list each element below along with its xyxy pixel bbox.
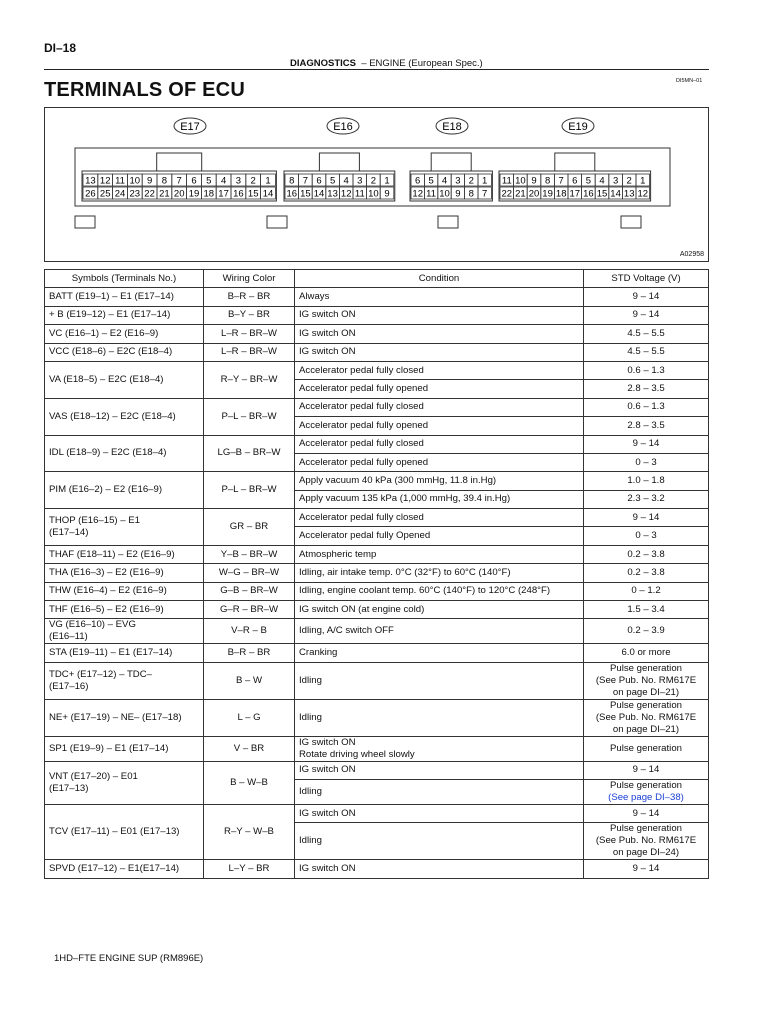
condition-cell: Idling <box>295 662 584 699</box>
terminal-symbol: VCC (E18–6) – E2C (E18–4) <box>45 343 204 361</box>
table-row <box>45 736 709 761</box>
terminal-symbol: THAF (E18–11) – E2 (E16–9) <box>45 545 204 563</box>
std-voltage-cell <box>584 417 709 435</box>
wiring-color: L–R – BR–W <box>204 325 295 343</box>
pin-number: 14 <box>262 188 274 200</box>
condition-cell: Apply vacuum 135 kPa (1,000 mmHg, 39.4 in.Hg) <box>295 490 584 508</box>
wiring-color: LG–B – BR–W <box>204 435 295 472</box>
pin-number: 12 <box>340 188 352 200</box>
condition-cell: IG switch ON (at engine cold) <box>295 601 584 619</box>
condition-cell: IG switch ON <box>295 860 584 878</box>
wiring-color: GR – BR <box>204 509 295 546</box>
std-voltage-cell <box>584 380 709 398</box>
condition-cell: IG switch ON <box>295 325 584 343</box>
pin-number: 3 <box>357 175 363 187</box>
condition-cell: Idling <box>295 780 584 805</box>
wiring-color: B – W–B <box>204 761 295 804</box>
std-voltage-value: Pulse generation (See Pub. No. RM617E on page DI–21) <box>595 699 697 735</box>
condition-cell: Idling, A/C switch OFF <box>295 619 584 644</box>
std-voltage-cell <box>584 860 709 878</box>
table-row <box>45 619 709 644</box>
pin-number: 4 <box>441 175 448 187</box>
std-voltage-cell <box>584 644 709 662</box>
condition-cell: Idling <box>295 823 584 860</box>
wiring-color: B–R – BR <box>204 288 295 306</box>
std-voltage-cell <box>584 761 709 779</box>
pin-number: 15 <box>247 188 259 200</box>
pin-number: 7 <box>302 175 309 187</box>
header-symbols: Symbols (Terminals No.) <box>45 270 204 288</box>
pin-number: 3 <box>612 175 619 187</box>
std-voltage-cell <box>584 472 709 490</box>
condition-cell: Accelerator pedal fully opened <box>295 380 584 398</box>
wiring-color: B–R – BR <box>204 644 295 662</box>
pin-number: 7 <box>558 175 564 187</box>
std-voltage-cell <box>584 490 709 508</box>
pin-number: 2 <box>468 175 474 187</box>
connector-drawing <box>45 108 710 263</box>
std-voltage-cell <box>584 619 709 644</box>
pin-number: 10 <box>515 175 526 187</box>
page-title: TERMINALS OF ECU <box>44 79 245 101</box>
header-std-voltage: STD Voltage (V) <box>584 270 709 288</box>
std-voltage-value: 9 – 14 <box>632 309 660 321</box>
std-voltage-value: 9 – 14 <box>632 511 660 523</box>
doc-code: DI5MN–01 <box>676 78 703 84</box>
wiring-color: Y–B – BR–W <box>204 545 295 563</box>
pin-number: 1 <box>384 175 390 187</box>
std-voltage-value: Pulse generation (See Pub. No. RM617E on page DI–24) <box>595 823 697 859</box>
wiring-color: W–G – BR–W <box>204 564 295 582</box>
pin-number: 6 <box>191 175 197 187</box>
std-voltage-value: 0.6 – 1.3 <box>627 401 665 413</box>
std-voltage-cell <box>584 736 709 761</box>
pin-number: 20 <box>173 188 185 200</box>
pin-number: 13 <box>327 188 338 200</box>
std-voltage-value: 9 – 14 <box>632 438 660 450</box>
std-voltage-value: 0 – 3 <box>635 530 657 542</box>
pin-number: 20 <box>528 188 540 200</box>
terminal-symbol: THA (E16–3) – E2 (E16–9) <box>45 564 204 582</box>
pin-number: 5 <box>585 175 592 187</box>
pin-number: 22 <box>501 188 513 200</box>
wiring-color: G–B – BR–W <box>204 582 295 600</box>
table-row <box>45 582 709 600</box>
pin-number: 21 <box>159 188 170 200</box>
condition-cell: Accelerator pedal fully opened <box>295 417 584 435</box>
pin-number: 8 <box>544 175 551 187</box>
connector-bottom-tab <box>621 216 641 228</box>
condition-cell: Idling, engine coolant temp. 60°C (140°F) to 120°C (248°F) <box>295 582 584 600</box>
pin-number: 4 <box>343 175 349 187</box>
table-row <box>45 644 709 662</box>
pin-number: 7 <box>482 188 488 200</box>
table-row <box>45 699 709 736</box>
diagram-code: A02958 <box>679 251 704 258</box>
pin-number: 16 <box>286 188 298 200</box>
pin-number: 15 <box>596 188 608 200</box>
pin-number: 17 <box>569 188 581 200</box>
table-row <box>45 343 709 361</box>
pin-number: 15 <box>300 188 311 200</box>
wiring-color: B – W <box>204 662 295 699</box>
pin-number: 10 <box>129 175 141 187</box>
std-voltage-value: 0.6 – 1.3 <box>627 364 665 376</box>
table-row <box>45 662 709 699</box>
terminal-symbol: SP1 (E19–9) – E1 (E17–14) <box>45 736 204 761</box>
connector-name: E16 <box>333 121 353 133</box>
condition-cell: IG switch ON <box>295 761 584 779</box>
std-voltage-value: 2.8 – 3.5 <box>627 383 665 395</box>
std-voltage-cell <box>584 699 709 736</box>
section-name: DIAGNOSTICS <box>290 58 356 69</box>
pin-number: 17 <box>218 188 229 200</box>
table-row <box>45 398 709 416</box>
std-voltage-value: 9 – 14 <box>632 807 660 819</box>
std-voltage-cell <box>584 582 709 600</box>
std-voltage-cell <box>584 398 709 416</box>
table-header-row <box>45 270 709 288</box>
pin-number: 6 <box>572 175 578 187</box>
std-voltage-value: Pulse generation <box>609 742 682 754</box>
pin-number: 16 <box>233 188 244 200</box>
terminals-table <box>44 269 709 879</box>
condition-cell: Accelerator pedal fully Opened <box>295 527 584 545</box>
pin-number: 5 <box>329 175 336 187</box>
pin-number: 18 <box>555 188 567 200</box>
wiring-color: V–R – B <box>204 619 295 644</box>
condition-cell: Idling, air intake temp. 0°C (32°F) to 60°C (140°F) <box>295 564 584 582</box>
std-voltage-value: 0.2 – 3.8 <box>627 566 665 578</box>
table-row <box>45 325 709 343</box>
pin-number: 11 <box>115 175 125 187</box>
condition-cell: Accelerator pedal fully closed <box>295 398 584 416</box>
std-voltage-value: Pulse generation <box>609 780 682 792</box>
terminal-symbol: VAS (E18–12) – E2C (E18–4) <box>45 398 204 435</box>
pin-number: 3 <box>235 175 242 187</box>
pin-number: 24 <box>114 188 126 200</box>
wiring-color: L–R – BR–W <box>204 343 295 361</box>
terminal-symbol: TDC+ (E17–12) – TDC– (E17–16) <box>45 662 204 699</box>
std-voltage-value: 9 – 14 <box>632 764 660 776</box>
wiring-color: V – BR <box>204 736 295 761</box>
pin-number: 9 <box>531 175 537 187</box>
connector-bottom-tab <box>75 216 95 228</box>
header-wiring: Wiring Color <box>204 270 295 288</box>
pin-number: 22 <box>144 188 155 200</box>
std-voltage-value: 0 – 3 <box>635 456 657 468</box>
std-voltage-value: 6.0 or more <box>621 647 671 659</box>
condition-cell: Accelerator pedal fully closed <box>295 509 584 527</box>
wiring-color: R–Y – BR–W <box>204 361 295 398</box>
terminal-symbol: VNT (E17–20) – E01 (E17–13) <box>45 761 204 804</box>
pin-number: 1 <box>482 175 488 187</box>
pin-number: 25 <box>99 188 111 200</box>
pin-number: 3 <box>455 175 461 187</box>
connector-top-tab <box>431 153 471 171</box>
table-row <box>45 761 709 779</box>
std-voltage-cell <box>584 453 709 471</box>
pin-number: 12 <box>637 188 649 200</box>
connector-top-tab <box>157 153 202 171</box>
pin-number: 23 <box>129 188 141 200</box>
pin-number: 8 <box>161 175 168 187</box>
terminal-symbol: THF (E16–5) – E2 (E16–9) <box>45 601 204 619</box>
connector-name: E17 <box>180 121 200 133</box>
table-row <box>45 361 709 379</box>
pin-number: 19 <box>188 188 200 200</box>
std-voltage-cell <box>584 435 709 453</box>
connector-bottom-tab <box>267 216 287 228</box>
pin-number: 9 <box>384 188 390 200</box>
pin-number: 6 <box>316 175 322 187</box>
std-voltage-value: 9 – 14 <box>632 291 660 303</box>
std-voltage-value: 4.5 – 5.5 <box>627 327 665 339</box>
wiring-color: P–L – BR–W <box>204 398 295 435</box>
header-condition: Condition <box>295 270 584 288</box>
condition-cell: IG switch ON <box>295 805 584 823</box>
terminal-symbol: + B (E19–12) – E1 (E17–14) <box>45 306 204 324</box>
std-voltage-cell <box>584 527 709 545</box>
pin-number: 5 <box>206 175 212 187</box>
std-voltage-cell <box>584 601 709 619</box>
std-voltage-cell <box>584 306 709 324</box>
connector-diagram <box>44 107 709 262</box>
std-voltage-value: 9 – 14 <box>632 863 660 875</box>
header-subtitle <box>290 58 483 69</box>
condition-cell: IG switch ON Rotate driving wheel slowly <box>295 736 584 761</box>
pin-number: 1 <box>265 175 271 187</box>
pin-number: 4 <box>599 175 605 187</box>
std-voltage-value: 4.5 – 5.5 <box>627 346 665 358</box>
terminal-symbol: BATT (E19–1) – E1 (E17–14) <box>45 288 204 306</box>
pin-number: 21 <box>515 188 526 200</box>
pin-number: 11 <box>426 188 437 200</box>
std-voltage-cell <box>584 564 709 582</box>
wiring-color: L – G <box>204 699 295 736</box>
condition-cell: Atmospheric temp <box>295 545 584 563</box>
table-row <box>45 545 709 563</box>
pin-number: 26 <box>85 188 96 200</box>
std-voltage-cell <box>584 509 709 527</box>
pin-number: 7 <box>176 175 182 187</box>
std-voltage-cell <box>584 805 709 823</box>
pin-number: 18 <box>203 188 215 200</box>
table-row <box>45 860 709 878</box>
std-voltage-value: Pulse generation (See Pub. No. RM617E on page DI–21) <box>595 662 697 698</box>
terminal-symbol: NE+ (E17–19) – NE– (E17–18) <box>45 699 204 736</box>
terminal-symbol: VC (E16–1) – E2 (E16–9) <box>45 325 204 343</box>
condition-cell: Accelerator pedal fully opened <box>295 453 584 471</box>
connector-top-tab <box>555 153 595 171</box>
table-row <box>45 472 709 490</box>
table-row <box>45 564 709 582</box>
pin-number: 2 <box>626 175 632 187</box>
condition-cell: IG switch ON <box>295 343 584 361</box>
pin-number: 8 <box>289 175 295 187</box>
condition-cell: Apply vacuum 40 kPa (300 mmHg, 11.8 in.Hg) <box>295 472 584 490</box>
terminal-symbol: PIM (E16–2) – E2 (E16–9) <box>45 472 204 509</box>
std-voltage-cell <box>584 545 709 563</box>
condition-cell: Accelerator pedal fully closed <box>295 435 584 453</box>
std-voltage-cell <box>584 325 709 343</box>
table-row <box>45 306 709 324</box>
pin-number: 4 <box>220 175 227 187</box>
condition-cell: Accelerator pedal fully closed <box>295 361 584 379</box>
pin-number: 14 <box>313 188 325 200</box>
terminal-symbol: THOP (E16–15) – E1 (E17–14) <box>45 509 204 546</box>
wiring-color: G–R – BR–W <box>204 601 295 619</box>
std-voltage-cell <box>584 780 709 805</box>
pin-number: 6 <box>415 175 421 187</box>
pin-number: 14 <box>610 188 621 200</box>
pin-number: 16 <box>583 188 594 200</box>
std-voltage-value: 2.8 – 3.5 <box>627 419 665 431</box>
connector-top-tab <box>319 153 359 171</box>
footer-note: 1HD–FTE ENGINE SUP (RM896E) <box>54 953 204 964</box>
std-voltage-value: 2.3 – 3.2 <box>627 493 665 505</box>
pin-number: 1 <box>640 175 646 187</box>
connector-name: E18 <box>442 121 462 133</box>
std-voltage-cell <box>584 823 709 860</box>
pin-number: 9 <box>455 188 461 200</box>
std-voltage-value: 0.2 – 3.9 <box>627 625 665 637</box>
page-reference-link[interactable]: (See page DI–38) <box>608 792 684 804</box>
pin-number: 11 <box>354 188 365 200</box>
std-voltage-cell <box>584 343 709 361</box>
table-row <box>45 509 709 527</box>
pin-number: 2 <box>250 175 256 187</box>
pin-number: 12 <box>99 175 111 187</box>
wiring-color: R–Y – W–B <box>204 805 295 860</box>
pin-number: 8 <box>468 188 474 200</box>
std-voltage-cell <box>584 662 709 699</box>
pin-number: 9 <box>146 175 153 187</box>
std-voltage-value: 0 – 1.2 <box>631 585 661 597</box>
terminal-symbol: IDL (E18–9) – E2C (E18–4) <box>45 435 204 472</box>
pin-number: 2 <box>370 175 377 187</box>
table-row <box>45 288 709 306</box>
connector-bottom-tab <box>438 216 458 228</box>
terminal-symbol: THW (E16–4) – E2 (E16–9) <box>45 582 204 600</box>
std-voltage-value: 1.0 – 1.8 <box>627 475 665 486</box>
terminal-symbol: VA (E18–5) – E2C (E18–4) <box>45 361 204 398</box>
condition-cell: Always <box>295 288 584 306</box>
pin-number: 13 <box>85 175 96 187</box>
pin-number: 10 <box>439 188 450 200</box>
terminal-symbol: STA (E19–11) – E1 (E17–14) <box>45 644 204 662</box>
std-voltage-value: 0.2 – 3.8 <box>627 548 665 560</box>
section-subtitle: – ENGINE (European Spec.) <box>361 58 483 69</box>
table-row <box>45 435 709 453</box>
condition-cell: IG switch ON <box>295 306 584 324</box>
table-row <box>45 601 709 619</box>
pin-number: 5 <box>428 175 434 187</box>
table-row <box>45 805 709 823</box>
condition-cell: Cranking <box>295 644 584 662</box>
connector-name: E19 <box>568 121 588 133</box>
terminal-symbol: VG (E16–10) – EVG (E16–11) <box>45 619 204 644</box>
pin-number: 13 <box>623 188 635 200</box>
header-rule <box>44 69 709 70</box>
terminal-symbol: SPVD (E17–12) – E1(E17–14) <box>45 860 204 878</box>
condition-cell: Idling <box>295 699 584 736</box>
pin-number: 19 <box>542 188 553 200</box>
terminal-symbol: TCV (E17–11) – E01 (E17–13) <box>45 805 204 860</box>
wiring-color: P–L – BR–W <box>204 472 295 509</box>
pin-number: 11 <box>501 175 512 187</box>
wiring-color: L–Y – BR <box>204 860 295 878</box>
wiring-color: B–Y – BR <box>204 306 295 324</box>
pin-number: 12 <box>412 188 423 200</box>
pin-number: 10 <box>368 188 379 200</box>
std-voltage-cell <box>584 288 709 306</box>
std-voltage-cell <box>584 361 709 379</box>
std-voltage-value: 1.5 – 3.4 <box>627 603 665 615</box>
page-id: DI–18 <box>44 41 77 55</box>
